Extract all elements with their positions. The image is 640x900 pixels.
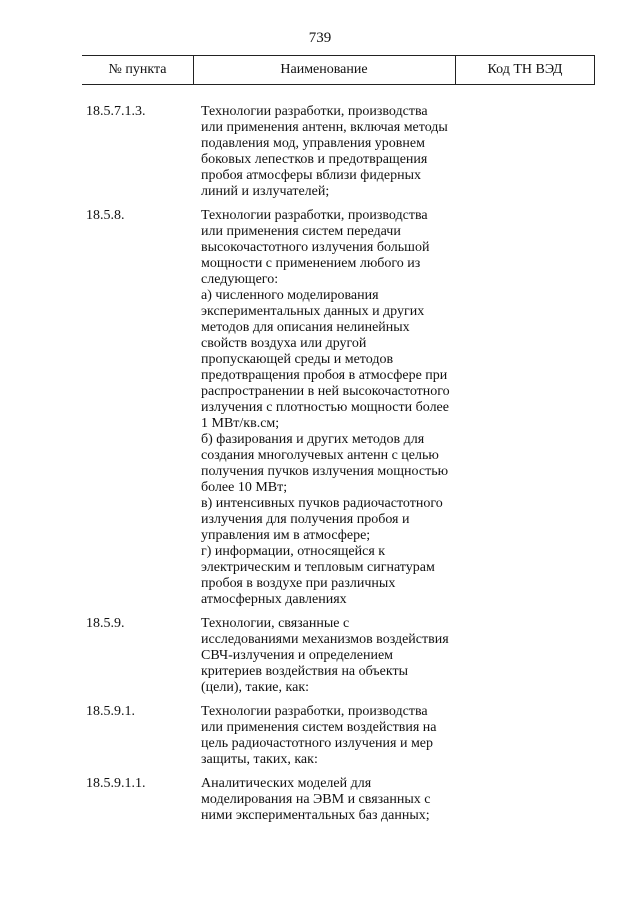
- item-name: Технологии разработки, производства или применения систем передачи высокочастотного излучения большой мощности с применением любого из следующего: а) численного моделирования экспериментальных данных и других методов для описания нелинейных свойств воздуха или другой пропускающей среды и методов предотвращения пробоя в атмосфере при распространении в ней высокочастотного излучения с плотностью мощности более 1 МВт/кв.см; б) фазирования и других методов для создания многолучевых антенн с целью получения пучков излучения мощностью более 10 МВт; в) интенсивных пучков радиочастотного излучения для получения пробоя и управления им в атмосфере; г) информации, относящейся к электрическим и тепловым сигнатурам пробоя в воздухе при различных атмосферных давлениях: [201, 208, 450, 607]
- header-name: Наименование: [193, 56, 456, 84]
- page-number: 739: [308, 30, 332, 46]
- item-name: Технологии разработки, производства или применения антенн, включая методы подавления мод, управления уровнем боковых лепестков и предотвращения пробоя атмосферы вблизи фидерных линий и излучателей;: [201, 104, 448, 199]
- table-body: [0, 104, 640, 832]
- item-number: 18.5.9.1.1.: [86, 776, 146, 791]
- table-row: [0, 776, 640, 824]
- item-number: 18.5.7.1.3.: [86, 104, 146, 119]
- header-item-number: № пункта: [82, 56, 194, 84]
- item-name: Технологии, связанные с исследованиями механизмов воздействия СВЧ-излучения и определением критериев воздействия на объекты (цели), такие, как:: [201, 616, 449, 695]
- table-header: [82, 55, 595, 85]
- item-name: Технологии разработки, производства или применения систем воздействия на цель радиочастотного излучения и мер защиты, таких, как:: [201, 704, 437, 767]
- table-row: [0, 104, 640, 200]
- header-tn-ved-code: Код ТН ВЭД: [487, 62, 563, 77]
- table-row: [0, 704, 640, 768]
- item-name: Аналитических моделей для моделирования на ЭВМ и связанных с ними экспериментальных баз данных;: [201, 776, 431, 823]
- item-number: 18.5.9.1.: [86, 704, 135, 719]
- table-row: [0, 616, 640, 696]
- item-number: 18.5.9.: [86, 616, 125, 631]
- table-row: [0, 208, 640, 608]
- item-number: 18.5.8.: [86, 208, 125, 223]
